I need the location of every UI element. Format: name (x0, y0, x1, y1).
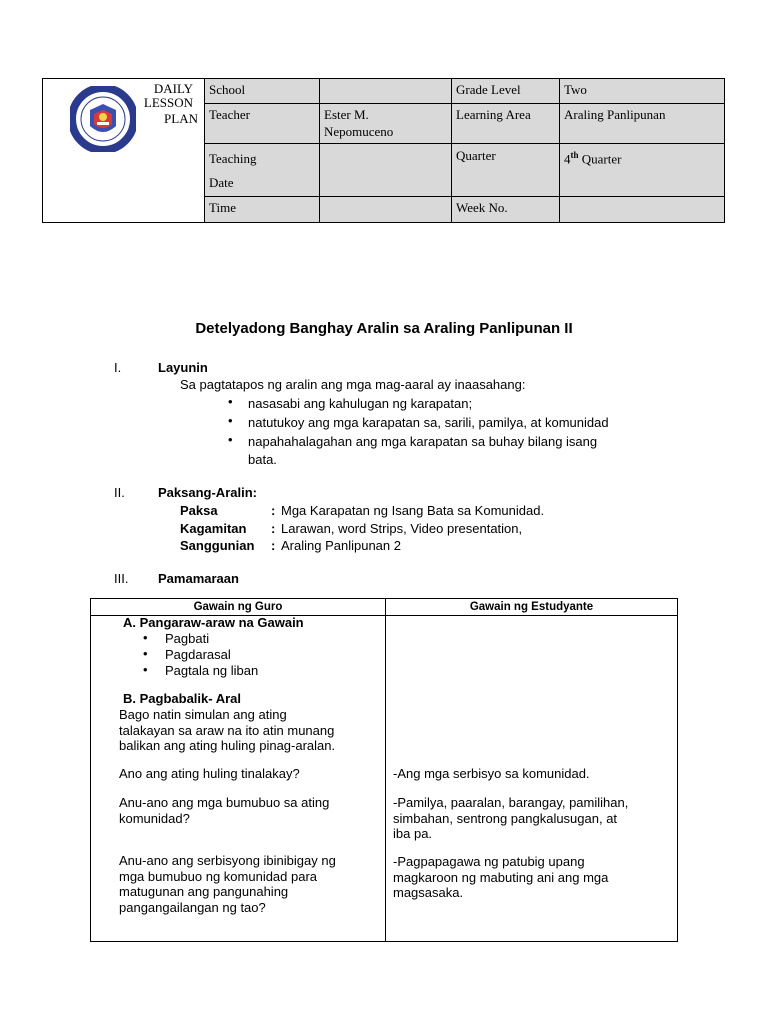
quarter-label: Quarter (456, 148, 496, 163)
section-3-number: III. (114, 571, 129, 586)
section-1-number: I. (114, 360, 122, 375)
paksa-value: Mga Karapatan ng Isang Bata sa Komunidad. (281, 503, 545, 518)
part-a-heading: A. Pangaraw-araw na Gawain (123, 615, 304, 630)
objective-3: napahahalagahan ang mga karapatan sa buhay bilang isang (248, 434, 598, 449)
bullet-icon: • (228, 432, 233, 447)
teacher-value (320, 104, 451, 142)
procedure-table (90, 598, 678, 942)
kagamitan-label: Kagamitan (180, 521, 247, 536)
sanggunian-label: Sanggunian (180, 538, 255, 553)
answer-2: -Pamilya, paaralan, barangay, pamilihan, simbahan, sentrong pangkalusugan, at iba pa. (393, 795, 629, 841)
part-b-heading: B. Pagbabalik- Aral (123, 691, 241, 706)
logo-cell (43, 79, 205, 222)
kagamitan-value: Larawan, word Strips, Video presentation, (281, 521, 523, 536)
time-value (320, 197, 451, 201)
plan-label: PLAN (164, 111, 198, 126)
column-header-student: Gawain ng Estudyante (469, 601, 594, 613)
question-1: Ano ang ating huling tinalakay? (119, 766, 300, 781)
question-2: Anu-ano ang mga bumubuo sa ating komunidad? (119, 795, 330, 826)
school-label: School (209, 82, 246, 97)
bullet-icon: • (143, 662, 148, 677)
section-2-label: Paksang-Aralin: (158, 485, 257, 500)
objective-3-cont: bata. (248, 452, 277, 467)
kagamitan-colon: : (271, 521, 276, 536)
learning-area-label: Learning Area (456, 107, 531, 122)
column-header-teacher: Gawain ng Guro (193, 601, 283, 613)
bullet-icon: • (143, 646, 148, 661)
section-3-label: Pamamaraan (158, 571, 239, 586)
daily-label: DAILY (153, 81, 193, 96)
bullet-icon: • (143, 630, 148, 645)
grade-level-label: Grade Level (456, 82, 521, 97)
date-label: Date (209, 175, 234, 190)
header-info-grid (205, 79, 724, 222)
school-value (320, 79, 451, 83)
bullet-icon: • (228, 413, 233, 428)
objective-2: natutukoy ang mga karapatan sa, sarili, pamilya, at komunidad (248, 415, 609, 430)
document-title: Detelyadong Banghay Aralin sa Araling Panlipunan II (195, 320, 573, 337)
sanggunian-value: Araling Panlipunan 2 (281, 538, 401, 553)
grade-level-value: Two (564, 82, 587, 97)
learning-area-value: Araling Panlipunan (564, 107, 666, 122)
section-2-number: II. (114, 485, 125, 500)
quarter-value: 4th Quarter (564, 150, 622, 167)
lesson-label: LESSON (143, 95, 193, 110)
sanggunian-colon: : (271, 538, 276, 553)
part-a-item-2: Pagdarasal (165, 647, 231, 662)
part-a-item-3: Pagtala ng liban (165, 663, 259, 678)
teacher-name-line1: Ester M. (324, 107, 369, 122)
section-1-label: Layunin (158, 360, 208, 375)
answer-1: -Ang mga serbisyo sa komunidad. (393, 766, 590, 781)
part-b-intro: Bago natin simulan ang ating talakayan sa araw na ito atin munang balikan ang ating huling pinag-aralan. (119, 707, 336, 753)
paksa-label: Paksa (180, 503, 218, 518)
teaching-label: Teaching (209, 151, 257, 166)
part-a-item-1: Pagbati (165, 631, 210, 646)
answer-3: -Pagpapagawa ng patubig upang magkaroon ng mabuting ani ang mga magsasaka. (393, 854, 609, 900)
teacher-label: Teacher (209, 107, 250, 122)
question-3: Anu-ano ang serbisyong ibinibigay ng mga bumubuo ng komunidad para matugunan ang pangunahing pangangailangan ng tao? (119, 853, 336, 915)
week-label: Week No. (456, 200, 508, 215)
section-1-intro: Sa pagtatapos ng aralin ang mga mag-aaral ay inaasahang: (180, 377, 526, 392)
header-table (42, 78, 725, 223)
week-value (560, 197, 720, 201)
teacher-name-line2: Nepomuceno (324, 124, 394, 139)
objective-1: nasasabi ang kahulugan ng karapatan; (248, 396, 473, 411)
teaching-date-label (205, 145, 319, 197)
time-label: Time (209, 200, 236, 215)
bullet-icon: • (228, 394, 233, 409)
teaching-date-value (320, 145, 451, 149)
paksa-colon: : (271, 503, 276, 518)
